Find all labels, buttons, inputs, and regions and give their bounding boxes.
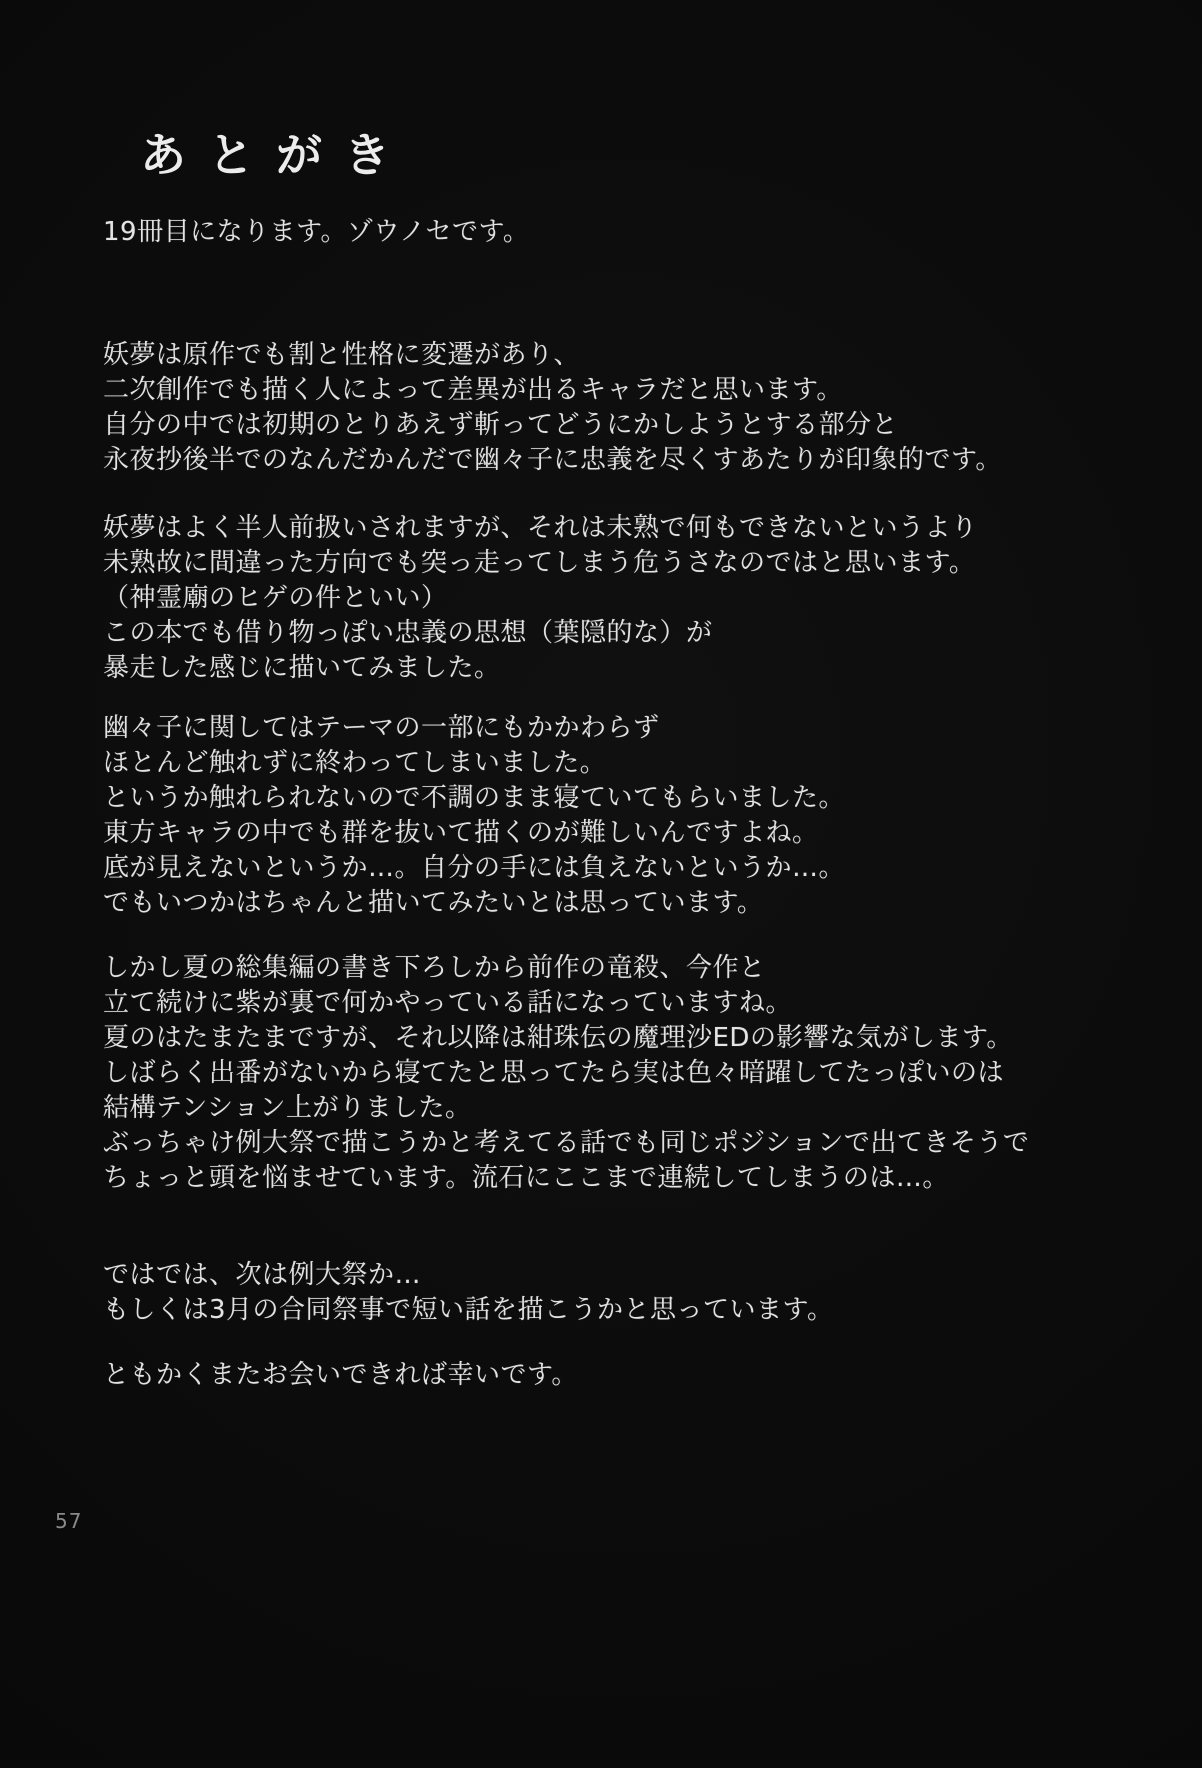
paragraph xyxy=(103,338,1162,478)
afterword-body xyxy=(103,210,1162,1393)
text-line: 19冊目になります。ゾウノセです。 xyxy=(103,217,530,247)
text-line: 結構テンション上がりました。 xyxy=(103,1093,472,1123)
text-line: しかし夏の総集編の書き下ろしから前作の竜殺、今作と xyxy=(103,953,766,983)
text-line: ではでは、次は例大祭か… xyxy=(103,1260,422,1290)
paragraph xyxy=(103,215,1162,250)
text-line: しばらく出番がないから寝てたと思ってたら実は色々暗躍してたっぽいのは xyxy=(103,1058,1005,1088)
text-line: 永夜抄後半でのなんだかんだで幽々子に忠義を尽くすあたりが印象的です。 xyxy=(103,445,1002,475)
text-line: 妖夢はよく半人前扱いされますが、それは未熟で何もできないというより xyxy=(103,513,978,543)
text-line: 自分の中では初期のとりあえず斬ってどうにかしようとする部分と xyxy=(103,410,899,440)
paragraph xyxy=(103,511,1162,686)
text-line: でもいつかはちゃんと描いてみたいとは思っています。 xyxy=(103,888,764,918)
text-line: ほとんど触れずに終わってしまいました。 xyxy=(103,748,607,778)
paragraph xyxy=(103,951,1162,1196)
text-line: 幽々子に関してはテーマの一部にもかかわらず xyxy=(103,713,660,743)
text-line: 東方キャラの中でも群を抜いて描くのが難しいんですよね。 xyxy=(103,818,819,848)
paragraph xyxy=(103,1358,1162,1393)
text-line: というか触れられないので不調のまま寝ていてもらいました。 xyxy=(103,783,846,813)
text-line: 立て続けに紫が裏で何かやっている話になっていますね。 xyxy=(103,988,793,1018)
text-line: 暴走した感じに描いてみました。 xyxy=(103,653,501,683)
paragraph xyxy=(103,1258,1162,1328)
text-line: 底が見えないというか…。自分の手には負えないというか…。 xyxy=(103,853,846,883)
text-line: 妖夢は原作でも割と性格に変遷があり、 xyxy=(103,340,581,370)
text-line: ともかくまたお会いできれば幸いです。 xyxy=(103,1360,578,1390)
text-line: ちょっと頭を悩ませています。流石にここまで連続してしまうのは…。 xyxy=(103,1163,949,1193)
text-line: 夏のはたまたまですが、それ以降は紺珠伝の魔理沙EDの影響な気がします。 xyxy=(103,1023,1013,1053)
text-line: 二次創作でも描く人によって差異が出るキャラだと思います。 xyxy=(103,375,843,405)
text-line: ぶっちゃけ例大祭で描こうかと考えてる話でも同じポジションで出てきそうで xyxy=(103,1128,1030,1158)
text-line: この本でも借り物っぽい忠義の思想（葉隠的な）が xyxy=(103,618,713,648)
text-line: もしくは3月の合同祭事で短い話を描こうかと思っています。 xyxy=(103,1295,834,1325)
text-line: 未熟故に間違った方向でも突っ走ってしまう危うさなのではと思います。 xyxy=(103,548,976,578)
text-line: （神霊廟のヒゲの件といい） xyxy=(103,583,448,613)
paragraph xyxy=(103,711,1162,921)
page-number: 57 xyxy=(55,1509,83,1533)
page-title: あとがき xyxy=(140,128,412,182)
